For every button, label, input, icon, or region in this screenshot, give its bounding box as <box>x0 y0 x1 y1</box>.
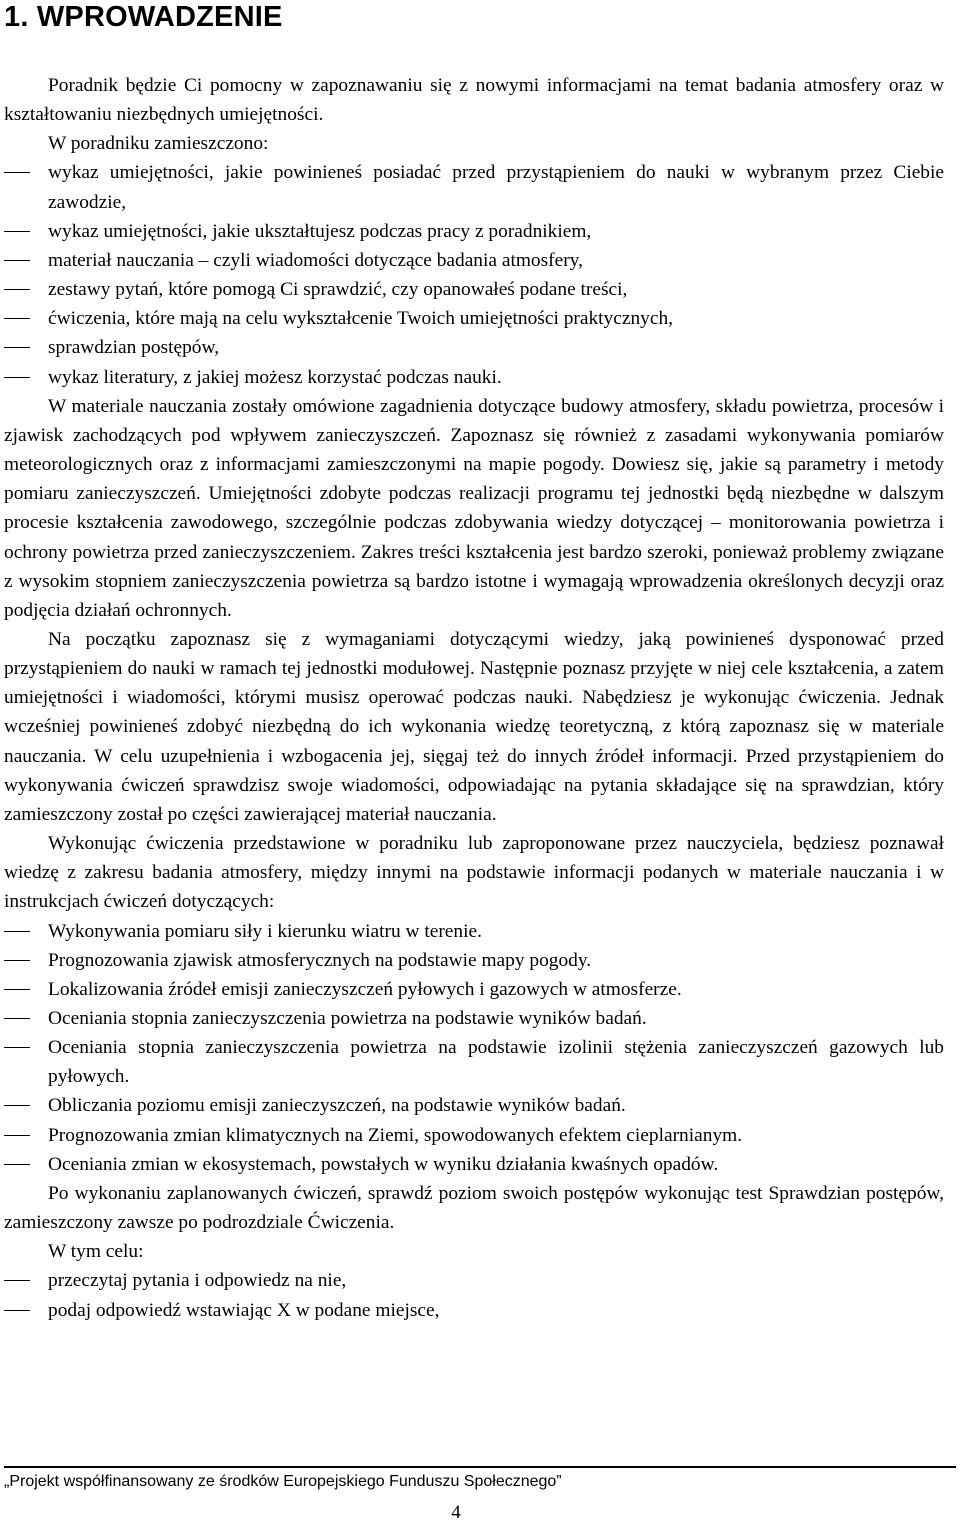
dash-bullet-icon <box>4 318 30 319</box>
dash-bullet-icon <box>4 931 30 932</box>
list-item-text: zestawy pytań, które pomogą Ci sprawdzić, czy opanowałeś podane treści, <box>48 279 628 301</box>
list-item <box>4 917 944 946</box>
exercises-paragraph: Wykonując ćwiczenia przedstawione w poradniku lub zaproponowane przez nauczyciela, będziesz poznawał wiedzę z zakresu badania atmosfery, między innymi na podstawie informacji podanych w materiale nauczania i w instrukcjach ćwiczeń dotyczących: <box>4 833 944 913</box>
contents-intro: W poradniku zamieszczono: <box>48 133 269 155</box>
dash-bullet-icon <box>4 1310 30 1311</box>
list-item-text: podaj odpowiedź wstawiając X w podane miejsce, <box>48 1299 440 1321</box>
list-item-text: wykaz umiejętności, jakie powinieneś posiadać przed przystąpieniem do nauki w wybranym przez Ciebie zawodzie, <box>48 162 944 213</box>
list-item-text: Oceniania zmian w ekosystemach, powstałych w wyniku działania kwaśnych opadów. <box>48 1153 719 1175</box>
list-item-text: wykaz literatury, z jakiej możesz korzystać podczas nauki. <box>48 366 502 388</box>
exercise-list <box>4 917 944 1179</box>
footer-divider <box>4 1466 956 1468</box>
dash-bullet-icon <box>4 960 30 961</box>
dash-bullet-icon <box>4 1280 30 1281</box>
list-item <box>4 1121 944 1150</box>
list-item <box>4 217 944 246</box>
list-item-text: Oceniania stopnia zanieczyszczenia powietrza na podstawie wyników badań. <box>48 1008 647 1029</box>
intro-paragraph: Poradnik będzie Ci pomocny w zapoznawaniu się z nowymi informacjami na temat badania atmosfery oraz w kształtowaniu niezbędnych umiejętności. <box>4 75 944 126</box>
goal-list <box>4 1266 944 1324</box>
list-item <box>4 1004 944 1033</box>
list-item <box>4 246 944 275</box>
dash-bullet-icon <box>4 377 30 378</box>
goal-intro: W tym celu: <box>48 1241 144 1263</box>
list-item-text: Lokalizowania źródeł emisji zanieczyszczeń pyłowych i gazowych w atmosferze. <box>48 978 682 1000</box>
dash-bullet-icon <box>4 231 30 232</box>
list-item-text: Obliczania poziomu emisji zanieczyszczeń, na podstawie wyników badań. <box>48 1095 626 1117</box>
list-item-text: Prognozowania zmian klimatycznych na Ziemi, spowodowanych efektem cieplarnianym. <box>48 1124 743 1146</box>
list-item-text: Oceniania stopnia zanieczyszczenia powietrza na podstawie izolinii stężenia zanieczyszczeń gazowych lub pyłowych. <box>48 1037 944 1088</box>
list-item <box>4 1033 944 1091</box>
footer-funding-note: „Projekt współfinansowany ze środków Europejskiego Funduszu Społecznego” <box>4 1473 562 1490</box>
chapter-heading: 1. WPROWADZENIE <box>4 1 283 33</box>
page-number: 4 <box>451 1502 461 1523</box>
list-item <box>4 275 944 304</box>
start-paragraph: Na początku zapoznasz się z wymaganiami dotyczącymi wiedzy, jaką powinieneś dysponować przed przystąpieniem do nauki w ramach tej jednostki modułowej. Następnie poznasz przyjęte w niej cele kształcenia, a zatem umiejętności i wiadomości, którymi musisz operować podczas nauki. Nabędziesz je wykonując ćwiczenia. Jednak wcześniej powinieneś zdobyć niezbędną do ich wykonania wiedzę teoretyczną, z którą zapoznasz się w materiale nauczania. W celu uzupełnienia i wzbogacenia jej, sięgaj też do innych źródeł informacji. Przed przystąpieniem do wykonywania ćwiczeń sprawdzisz swoje wiadomości, odpowiadając na pytania składające się na sprawdzian, który zamieszczony został po części zawierającej materiał nauczania. <box>4 628 944 825</box>
list-item <box>4 1091 944 1120</box>
list-item <box>4 158 944 216</box>
list-item-text: ćwiczenia, które mają na celu wykształcenie Twoich umiejętności praktycznych, <box>48 308 673 330</box>
contents-list <box>4 158 944 391</box>
list-item <box>4 363 944 392</box>
dash-bullet-icon <box>4 1135 30 1136</box>
list-item-text: sprawdzian postępów, <box>48 337 220 359</box>
dash-bullet-icon <box>4 989 30 990</box>
list-item <box>4 975 944 1004</box>
material-paragraph: W materiale nauczania zostały omówione zagadnienia dotyczące budowy atmosfery, składu powietrza, procesów i zjawisk zachodzących pod wpływem zanieczyszczeń. Zapoznasz się również z zasadami wykonywania pomiarów meteorologicznych oraz z informacjami zamieszczonymi na mapie pogody. Dowiesz się, jakie są parametry i metody pomiaru zanieczyszczeń. Umiejętności zdobyte podczas realizacji programu tej jednostki będą niezbędne w dalszym procesie kształcenia zawodowego, szczególnie podczas zdobywania wiedzy dotyczącej – monitorowania powietrza i ochrony powietrza przed zanieczyszczeniem. Zakres treści kształcenia jest bardzo szeroki, ponieważ problemy związane z wysokim stopniem zanieczyszczenia powietrza są bardzo istotne i wymagają wprowadzenia określonych decyzji oraz podjęcia działań ochronnych. <box>4 395 944 621</box>
list-item <box>4 304 944 333</box>
dash-bullet-icon <box>4 1105 30 1106</box>
dash-bullet-icon <box>4 347 30 348</box>
dash-bullet-icon <box>4 172 30 173</box>
list-item-text: materiał nauczania – czyli wiadomości dotyczące badania atmosfery, <box>48 249 583 271</box>
list-item <box>4 1296 944 1325</box>
list-item <box>4 1266 944 1295</box>
dash-bullet-icon <box>4 1164 30 1165</box>
dash-bullet-icon <box>4 1047 30 1048</box>
list-item-text: Wykonywania pomiaru siły i kierunku wiatru w terenie. <box>48 920 482 942</box>
dash-bullet-icon <box>4 1018 30 1019</box>
list-item-text: wykaz umiejętności, jakie ukształtujesz podczas pracy z poradnikiem, <box>48 220 592 242</box>
list-item <box>4 1150 944 1179</box>
list-item-text: Prognozowania zjawisk atmosferycznych na podstawie mapy pogody. <box>48 949 592 971</box>
list-item-text: przeczytaj pytania i odpowiedz na nie, <box>48 1270 347 1292</box>
test-paragraph: Po wykonaniu zaplanowanych ćwiczeń, sprawdź poziom swoich postępów wykonując test Sprawdzian postępów, zamieszczony zawsze po podrozdziale Ćwiczenia. <box>4 1182 944 1234</box>
dash-bullet-icon <box>4 289 30 290</box>
list-item <box>4 946 944 975</box>
dash-bullet-icon <box>4 260 30 261</box>
chapter-body <box>4 71 944 1325</box>
list-item <box>4 333 944 362</box>
